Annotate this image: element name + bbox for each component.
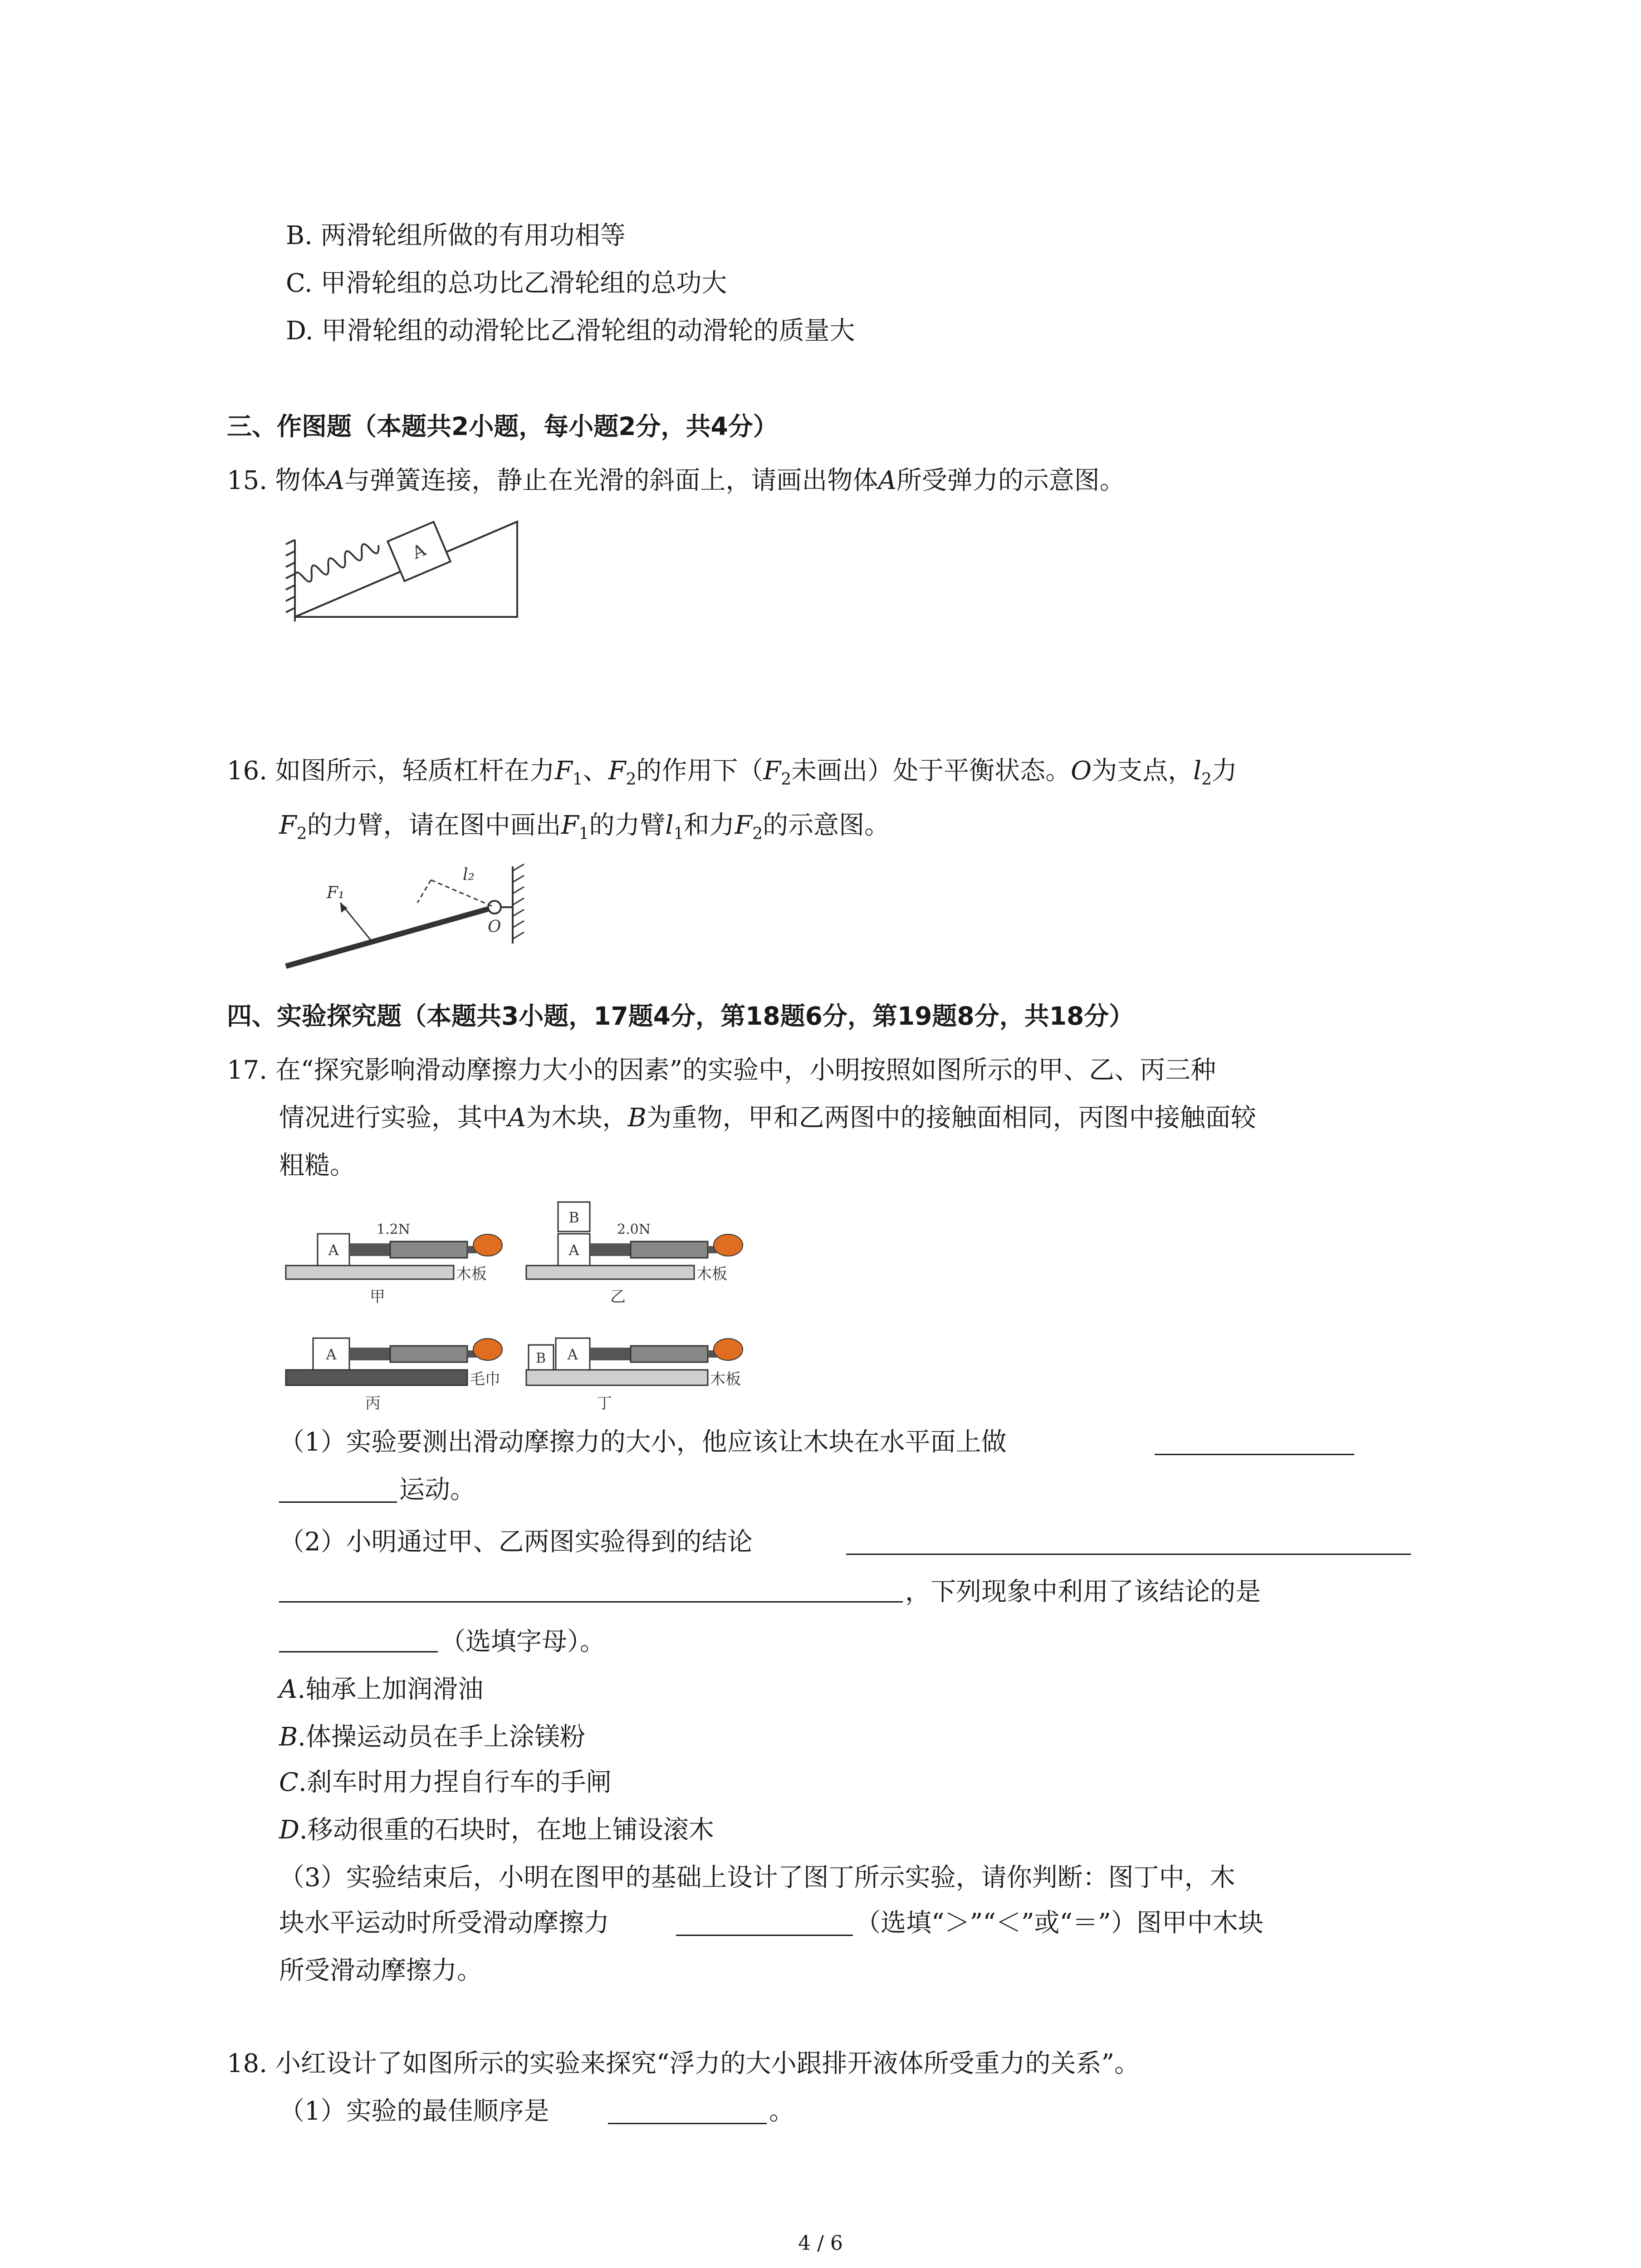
- page-number: 4 / 6: [798, 2232, 843, 2255]
- svg-text:木板: 木板: [456, 1265, 487, 1283]
- svg-text:木板: 木板: [710, 1370, 741, 1388]
- svg-text:乙: 乙: [610, 1288, 626, 1306]
- q18-part1-end: 。: [769, 2097, 794, 2126]
- q17-part1-blank-a[interactable]: [1155, 1454, 1354, 1455]
- option-b: B. 两滑轮组所做的有用功相等: [286, 221, 626, 250]
- q17-friction-figure: [281, 1188, 780, 1411]
- svg-text:丙: 丙: [365, 1394, 381, 1413]
- q17-part3-line2-b: （选填“＞”“＜”或“＝”）图甲中木块: [855, 1908, 1264, 1938]
- q17-line1: 17. 在“探究影响滑动摩擦力大小的因素”的实验中，小明按照如图所示的甲、乙、丙三种: [227, 1056, 1216, 1085]
- svg-text:A: A: [328, 1242, 339, 1259]
- svg-text:B: B: [535, 1350, 546, 1366]
- q15-incline-figure: [281, 513, 526, 621]
- q15-block-label: A: [409, 539, 429, 563]
- setup-jia: [286, 1222, 502, 1306]
- svg-text:A: A: [326, 1346, 337, 1363]
- q17-part2-blank-b[interactable]: [279, 1601, 903, 1603]
- q17-line2: 情况进行实验，其中A为木块，B为重物，甲和乙两图中的接触面相同，丙图中接触面较: [279, 1103, 1256, 1133]
- q17-choice-b: B.体操运动员在手上涂镁粉: [279, 1722, 585, 1752]
- q17-part1-blank-b[interactable]: [279, 1501, 397, 1503]
- option-c: C. 甲滑轮组的总功比乙滑轮组的总功大: [286, 269, 727, 298]
- option-d: D. 甲滑轮组的动滑轮比乙滑轮组的动滑轮的质量大: [286, 316, 855, 346]
- q17-choice-d: D.移动很重的石块时，在地上铺设滚木: [279, 1815, 714, 1845]
- q17-part3-line2-a: 块水平运动时所受滑动摩擦力: [279, 1908, 609, 1938]
- yi-force-label: 2.0N: [617, 1222, 651, 1237]
- setup-yi: [526, 1202, 743, 1306]
- q16-line2: $F_2$的力臂，请在图中画出$F_1$的力臂$l_1$和力$F_2$的示意图。: [279, 811, 890, 843]
- q17-choice-a: A.轴承上加润滑油: [279, 1675, 484, 1704]
- svg-text:甲: 甲: [370, 1288, 385, 1306]
- q16-l2-label: l₂: [463, 865, 475, 884]
- setup-bing: [286, 1338, 502, 1413]
- q17-part3-line3: 所受滑动摩擦力。: [279, 1956, 482, 1985]
- q16-o-label: O: [488, 918, 501, 936]
- q17-part2-line3: （选填字母）。: [440, 1627, 605, 1657]
- q18-line1: 18. 小红设计了如图所示的实验来探究“浮力的大小跟排开液体所受重力的关系”。: [227, 2049, 1140, 2078]
- q17-choice-c: C.刹车时用力捏自行车的手闸: [279, 1768, 612, 1797]
- q17-part3-blank[interactable]: [676, 1935, 853, 1936]
- q16-lever-figure: [281, 857, 535, 975]
- section-3-heading: 三、作图题（本题共2小题，每小题2分，共4分）: [227, 412, 778, 441]
- q17-part2-blank-c[interactable]: [279, 1651, 438, 1652]
- q18-part1: （1）实验的最佳顺序是: [279, 2097, 549, 2126]
- q16-line1: 16. 如图所示，轻质杠杆在力$F_1$、$F_2$的作用下（$F_2$未画出）处于平衡状态。O为支点，$l_2$力: [227, 756, 1237, 789]
- q18-part1-blank[interactable]: [608, 2123, 767, 2124]
- svg-text:A: A: [567, 1346, 578, 1363]
- svg-text:B: B: [568, 1209, 579, 1226]
- svg-text:毛巾: 毛巾: [470, 1370, 500, 1388]
- q17-part3-line1: （3）实验结束后，小明在图甲的基础上设计了图丁所示实验，请你判断：图丁中，木: [279, 1863, 1235, 1892]
- q17-part2-line1: （2）小明通过甲、乙两图实验得到的结论: [279, 1527, 753, 1557]
- svg-text:木板: 木板: [696, 1265, 727, 1283]
- q17-part1-line1: （1）实验要测出滑动摩擦力的大小，他应该让木块在水平面上做: [279, 1427, 1007, 1457]
- q17-part1-line2: 运动。: [399, 1475, 475, 1505]
- q16-f1-label: F₁: [327, 884, 345, 902]
- svg-text:丁: 丁: [597, 1394, 612, 1413]
- q17-line3: 粗糙。: [279, 1151, 355, 1180]
- q15-text: 15. 物体A与弹簧连接，静止在光滑的斜面上，请画出物体A所受弹力的示意图。: [227, 466, 1125, 495]
- q17-part2-line2: ，下列现象中利用了该结论的是: [905, 1577, 1261, 1607]
- q17-part2-blank-a[interactable]: [846, 1554, 1411, 1555]
- svg-text:A: A: [568, 1242, 579, 1259]
- setup-ding: [526, 1338, 743, 1413]
- section-4-heading: 四、实验探究题（本题共3小题，17题4分，第18题6分，第19题8分，共18分）: [227, 1002, 1134, 1031]
- jia-force-label: 1.2N: [377, 1222, 410, 1237]
